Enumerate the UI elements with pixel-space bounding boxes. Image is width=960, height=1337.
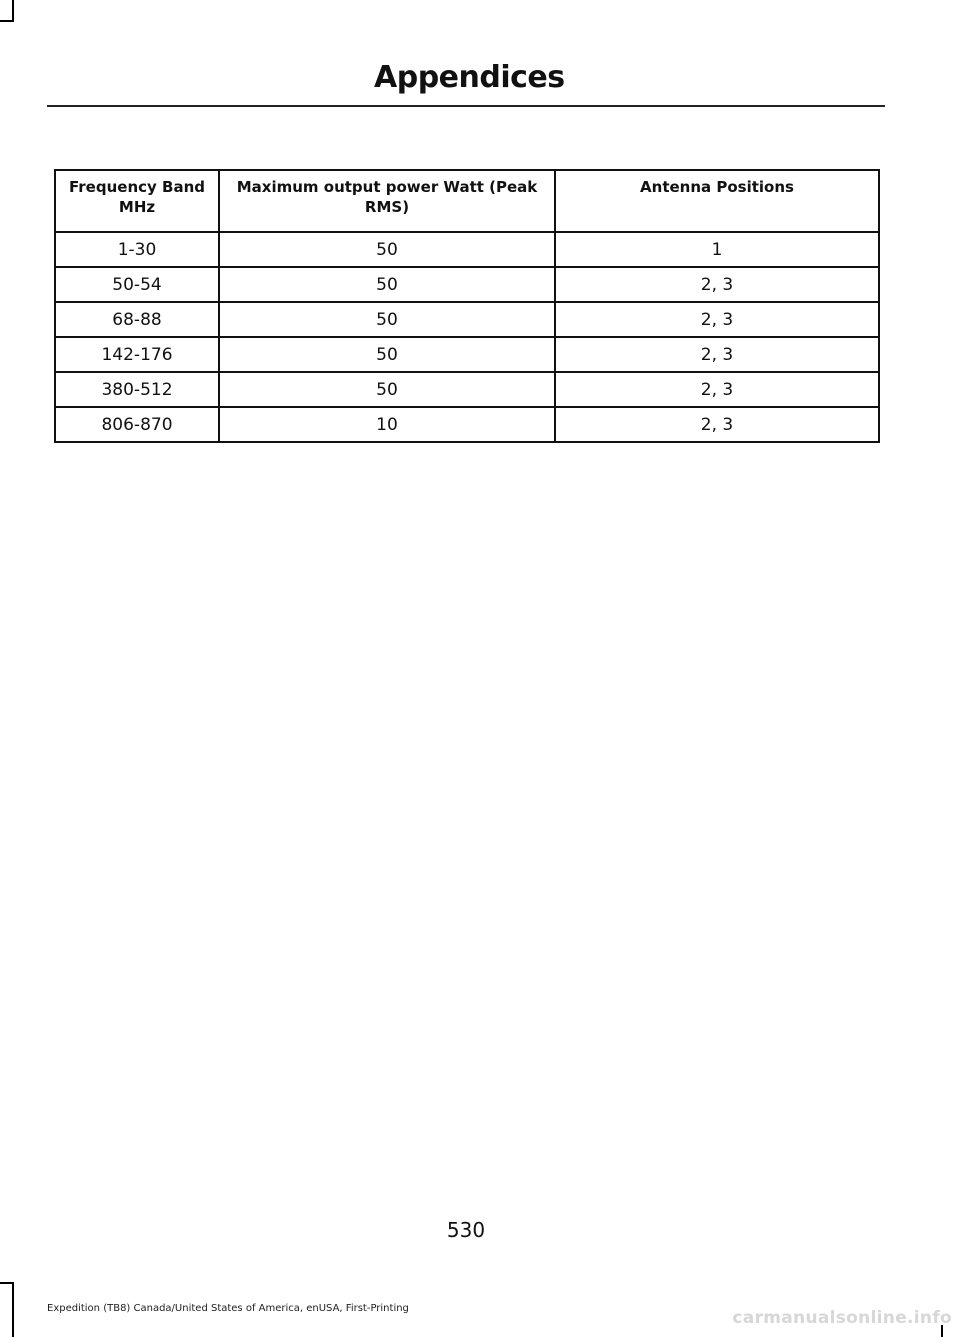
table-row [55, 407, 879, 442]
power-cell: 50 [219, 372, 555, 407]
table-row [55, 372, 879, 407]
frequency-table [54, 169, 880, 443]
table-row [55, 302, 879, 337]
power-cell: 10 [219, 407, 555, 442]
antenna-cell: 2, 3 [555, 302, 879, 337]
power-cell: 50 [219, 302, 555, 337]
frequency-cell: 806-870 [55, 407, 219, 442]
frequency-cell: 142-176 [55, 337, 219, 372]
crop-mark [12, 1282, 14, 1337]
table-header-row [55, 170, 879, 232]
table-row [55, 337, 879, 372]
power-cell: 50 [219, 232, 555, 267]
antenna-cell: 2, 3 [555, 407, 879, 442]
edition-footer: Expedition (TB8) Canada/United States of America, enUSA, First-Printing [47, 1303, 409, 1314]
frequency-cell: 50-54 [55, 267, 219, 302]
power-cell: 50 [219, 267, 555, 302]
crop-mark [0, 20, 14, 22]
antenna-cell: 1 [555, 232, 879, 267]
header-rule [47, 105, 885, 107]
column-header-antenna-positions: Antenna Positions [555, 170, 879, 232]
frequency-cell: 380-512 [55, 372, 219, 407]
crop-mark [0, 1282, 14, 1284]
crop-mark [12, 0, 14, 22]
column-header-output-power: Maximum output power Watt (Peak RMS) [219, 170, 555, 232]
page-title: Appendices [374, 60, 565, 95]
power-cell: 50 [219, 337, 555, 372]
page-number: 530 [446, 1218, 486, 1242]
column-header-frequency: Frequency Band MHz [55, 170, 219, 232]
antenna-cell: 2, 3 [555, 337, 879, 372]
frequency-cell: 68-88 [55, 302, 219, 337]
watermark[interactable]: carmanualsonline.info [732, 1308, 952, 1328]
antenna-cell: 2, 3 [555, 372, 879, 407]
frequency-cell: 1-30 [55, 232, 219, 267]
table-row [55, 232, 879, 267]
table-row [55, 267, 879, 302]
antenna-cell: 2, 3 [555, 267, 879, 302]
